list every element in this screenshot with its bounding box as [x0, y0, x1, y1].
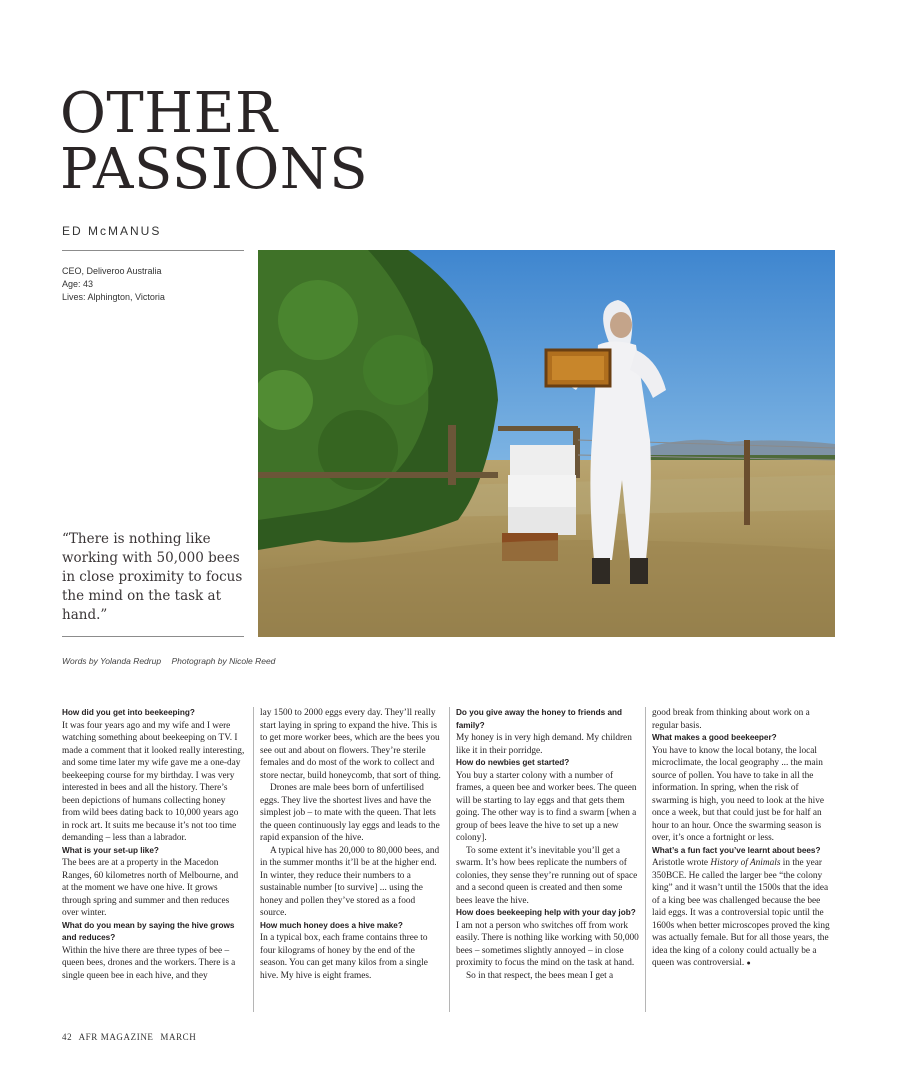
- page-title: [60, 81, 369, 202]
- issue-month: MARCH: [160, 1032, 197, 1042]
- answer: I am not a person who switches off from work easily. There is nothing like working with 50,000 bees – sometimes slightly annoyed – in close proximity to focus the mind on the task at hand.: [456, 920, 639, 968]
- question: How do newbies get started?: [456, 758, 570, 767]
- profile-location: Lives: Alphington, Victoria: [62, 292, 165, 302]
- beekeeper-photo: [258, 250, 835, 637]
- answer: In a typical box, each frame contains three to four kilograms of honey by the end of the season. You can get many kilos from a single hive. My hive is eight frames.: [260, 933, 428, 981]
- page-footer: [62, 1032, 200, 1042]
- answer: A typical hive has 20,000 to 80,000 bees, and in the summer months it’ll be at the higher end. In winter, they reduce their numbers to a sustainable number [to survive] ... using the honey and pollen they’ve stored as a food source.: [260, 845, 440, 918]
- question: What makes a good beekeeper?: [652, 733, 777, 742]
- profile-info: [62, 265, 165, 304]
- article-column-4: [652, 707, 835, 970]
- question: What is your set-up like?: [62, 845, 159, 855]
- title-line-1: OTHER: [60, 81, 278, 146]
- answer: Drones are male bees born of unfertilised eggs. They live the shortest lives and have the simplest job – to mate with the queen. That lets the queen continuously lay eggs and leads to the rapid expansion of the hive.: [260, 783, 440, 843]
- article-column-2: [260, 707, 443, 982]
- column-divider: [253, 707, 254, 1012]
- answer: You buy a starter colony with a number of frames, a queen bee and worker bees. The queen will be starting to lay eggs and that gets them going. The other way is to find a swarm [when a group of bees leave the hive to set up a new colony].: [456, 770, 637, 843]
- question: How did you get into beekeeping?: [62, 708, 195, 717]
- question: Do you give away the honey to friends and family?: [456, 708, 623, 730]
- answer-text: in the year 350BCE. He called the larger bee “the colony king” and it wasn’t until the 1500s that the idea of a king bee was challenged because the bee laid eggs. It was a controversial topic until the 1600s when better microscopes proved the king was actually female. But for all those years, the idea the king of a colony could actually be a queen was controversial.: [652, 858, 830, 968]
- column-divider: [449, 707, 450, 1012]
- page-number: 42: [62, 1032, 73, 1042]
- column-divider: [645, 707, 646, 1012]
- magazine-name: AFR MAGAZINE: [78, 1032, 154, 1042]
- photo-credit: Photograph by Nicole Reed: [171, 656, 276, 666]
- answer-text: Aristotle wrote: [652, 858, 711, 868]
- divider-bottom: [62, 636, 244, 637]
- answer: To some extent it’s inevitable you’ll get a swarm. It’s how bees replicate the numbers of colonies, they sense they’re running out of space and a second queen is created and then some bees leave the hive.: [456, 845, 638, 906]
- end-mark-icon: ●: [746, 959, 751, 967]
- answer: [652, 857, 835, 970]
- profile-age: Age: 43: [62, 279, 94, 289]
- answer: Within the hive there are three types of bee – queen bees, drones and the workers. There is a single queen bee in each hive, and they: [62, 945, 236, 981]
- answer: good break from thinking about work on a regular basis.: [652, 708, 810, 731]
- article-column-1: [62, 707, 245, 982]
- book-title: History of Animals: [710, 858, 781, 868]
- profile-role: CEO, Deliveroo Australia: [62, 266, 162, 276]
- divider-top: [62, 250, 244, 251]
- answer: The bees are at a property in the Macedon Ranges, 60 kilometres north of Melbourne, and at the moment we have one hive. It grows through spring and summer and then reduces over winter.: [62, 858, 239, 918]
- pull-quote: “There is nothing like working with 50,000 bees in close proximity to focus the mind on the task at hand.”: [62, 531, 243, 623]
- byline: ED McMANUS: [62, 224, 162, 238]
- answer: It was four years ago and my wife and I were watching something about beekeeping on TV. I made a comment that it looked really interesting, and some time later my wife gave me a one-day beekeeping course for my birthday. I was very interested in bees and all the history. There’s been depictions of humans collecting honey from wild bees dating back to 10,000 years ago in rock art. It suits me because it’s not too time demanding – less than a labrador.: [62, 720, 245, 843]
- photo-credits: [62, 656, 283, 666]
- answer: So in that respect, the bees mean I get a: [466, 970, 614, 981]
- title-line-2: PASSIONS: [60, 137, 369, 202]
- question: What’s a fun fact you’ve learnt about bees?: [652, 845, 821, 855]
- question: What do you mean by saying the hive grows and reduces?: [62, 920, 235, 942]
- answer: You have to know the local botany, the local microclimate, the local geography ... the main source of pollen. You have to take in all the information. In spring, when the risk of swarming is high, you need to look at the hive once a week, but that could just be for half an hour to an hour. Once the swarming season is over, it’s once a fortnight or less.: [652, 745, 824, 843]
- article-column-3: [456, 707, 639, 982]
- answer: My honey is in very high demand. My children like it in their porridge.: [456, 733, 632, 756]
- question: How does beekeeping help with your day job?: [456, 908, 636, 917]
- answer: lay 1500 to 2000 eggs every day. They’ll really start laying in spring to expand the hive. This is to get more worker bees, which are the bees you see out and about on flowers. They’re sterile females and do most of the work to collect and store nectar, build honeycomb, that sort of thing.: [260, 708, 441, 781]
- words-credit: Words by Yolanda Redrup: [62, 656, 162, 666]
- question: How much honey does a hive make?: [260, 920, 403, 930]
